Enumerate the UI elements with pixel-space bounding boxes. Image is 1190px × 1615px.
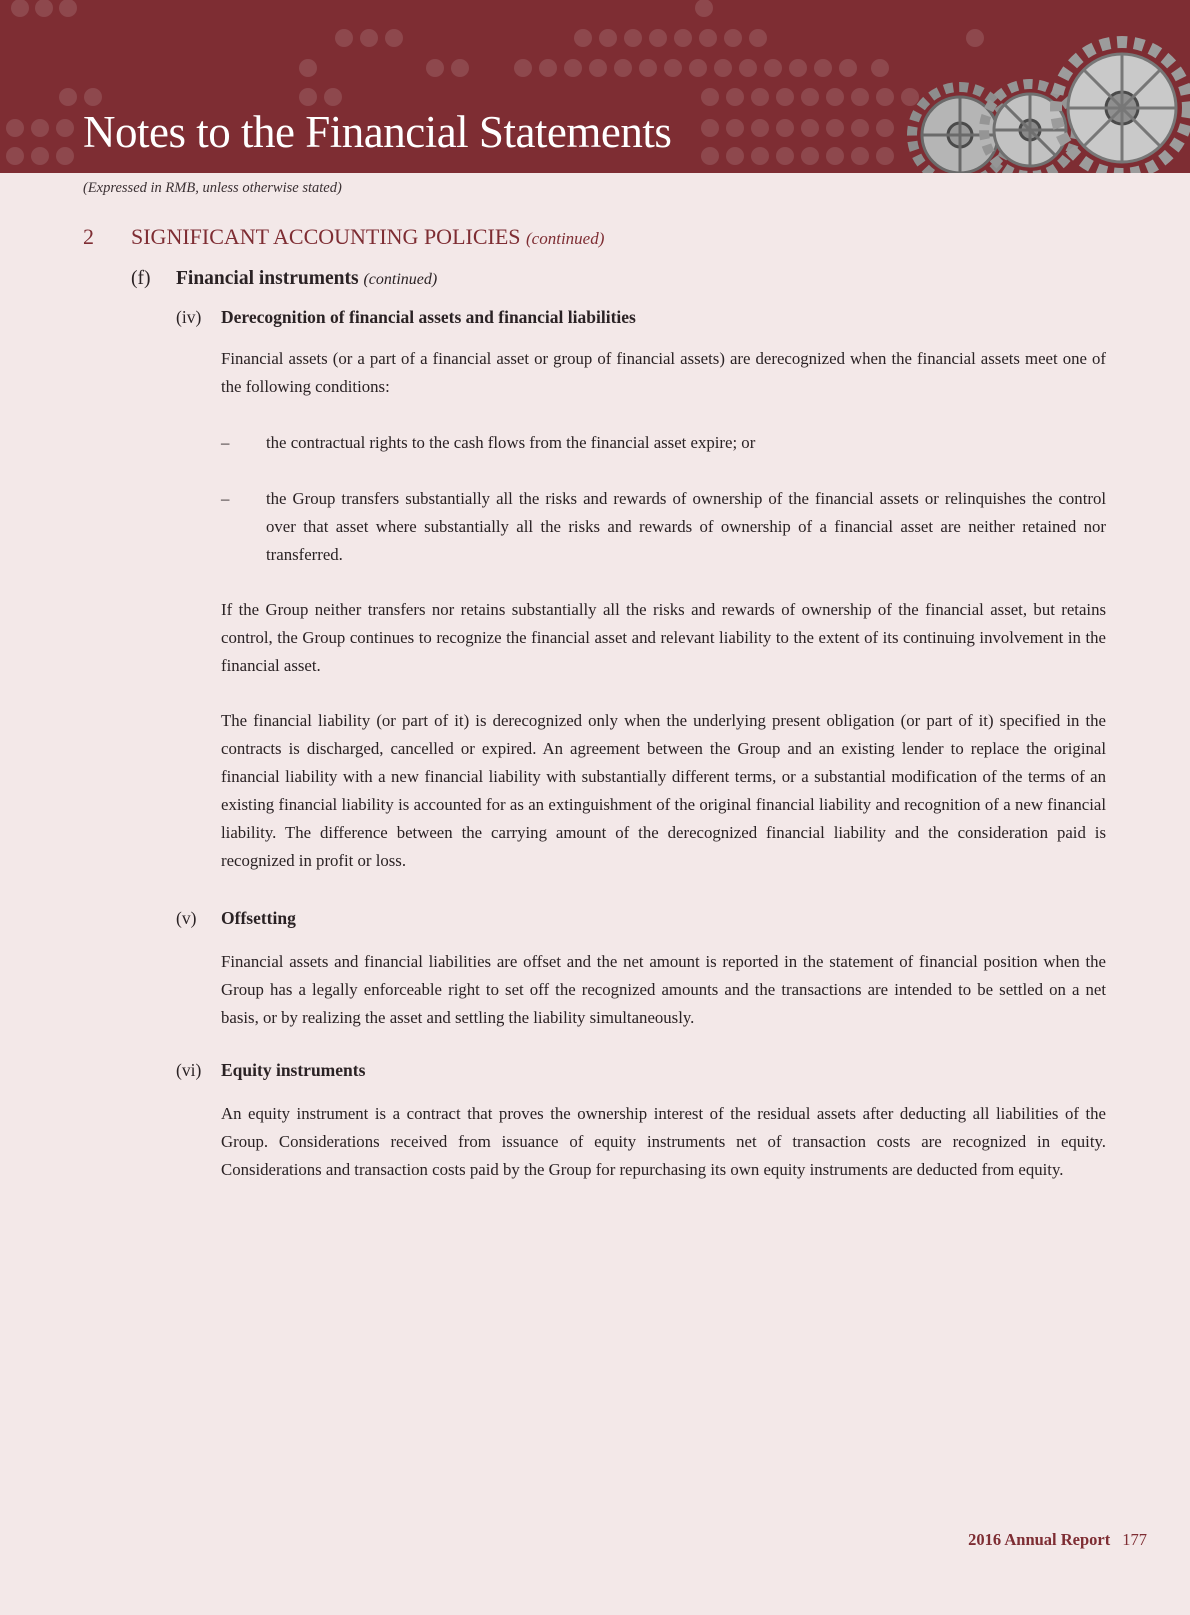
page-title: Notes to the Financial Statements (83, 107, 672, 157)
section-title: SIGNIFICANT ACCOUNTING POLICIES (131, 224, 521, 249)
item-title: Equity instruments (221, 1060, 366, 1080)
paragraph: Financial assets and financial liabilities are offset and the net amount is reported in the statement of financial position when the Group has a legally enforceable right to set off the recognized amounts and the transactions are intended to be settled on a net basis, or by realizing the asset and settling the liability simultaneously. (221, 952, 1106, 1027)
bullet-item (221, 429, 1106, 457)
gears-icon (900, 0, 1190, 173)
item-heading-v (176, 908, 296, 929)
subsection-heading (131, 268, 437, 290)
paragraph: If the Group neither transfers nor retains substantially all the risks and rewards of ownership of the financial asset, but retains control, the Group continues to recognize the financial asset and relevant liability to the extent of its continuing involvement in the financial asset. (221, 600, 1106, 675)
item-title: Offsetting (221, 908, 296, 928)
subsection-continued: (continued) (363, 271, 438, 288)
bullet-text: the contractual rights to the cash flows from the financial asset expire; or (266, 433, 756, 452)
bullet-text: the Group transfers substantially all the risks and rewards of ownership of the financial assets or relinquishes the control over that asset where substantially all the risks and rewards of ownership of a financial asset are neither retained nor transferred. (266, 489, 1106, 564)
subsection-label: (f) (131, 268, 151, 289)
header-banner (0, 0, 1190, 173)
bullet-item (221, 485, 1106, 569)
item-title: Derecognition of financial assets and financial liabilities (221, 307, 636, 327)
item-heading-vi (176, 1060, 365, 1081)
bullet-dash: – (221, 489, 230, 508)
page-footer (968, 1530, 1147, 1550)
section-continued: (continued) (526, 229, 605, 248)
item-label: (v) (176, 908, 197, 928)
section-heading (83, 224, 604, 250)
section-number: 2 (83, 224, 94, 249)
paragraph: Financial assets (or a part of a financial asset or group of financial assets) are derecognized when the financial assets meet one of the following conditions: (221, 349, 1106, 396)
subsection-title: Financial instruments (176, 268, 359, 289)
bullet-dash: – (221, 433, 230, 452)
item-heading-iv (176, 307, 636, 328)
item-label: (iv) (176, 307, 202, 327)
page-subtitle: (Expressed in RMB, unless otherwise stated) (83, 180, 342, 196)
paragraph: An equity instrument is a contract that proves the ownership interest of the residual assets after deducting all liabilities of the Group. Considerations received from issuance of equity instruments net of transaction costs are recognized in equity. Considerations and transaction costs paid by the Group for repurchasing its own equity instruments are deducted from equity. (221, 1104, 1106, 1179)
report-name: 2016 Annual Report (968, 1530, 1111, 1549)
paragraph: The financial liability (or part of it) is derecognized only when the underlying present obligation (or part of it) specified in the contracts is discharged, cancelled or expired. An agreement between the Group and an existing lender to replace the original financial liability with a new financial liability with substantially different terms, or a substantial modification of the terms of an existing financial liability is accounted for as an extinguishment of the original financial liability and recognition of a new financial liability. The difference between the carrying amount of the derecognized financial liability and the consideration paid is recognized in profit or loss. (221, 711, 1106, 870)
item-label: (vi) (176, 1060, 202, 1080)
page-number: 177 (1122, 1530, 1147, 1549)
